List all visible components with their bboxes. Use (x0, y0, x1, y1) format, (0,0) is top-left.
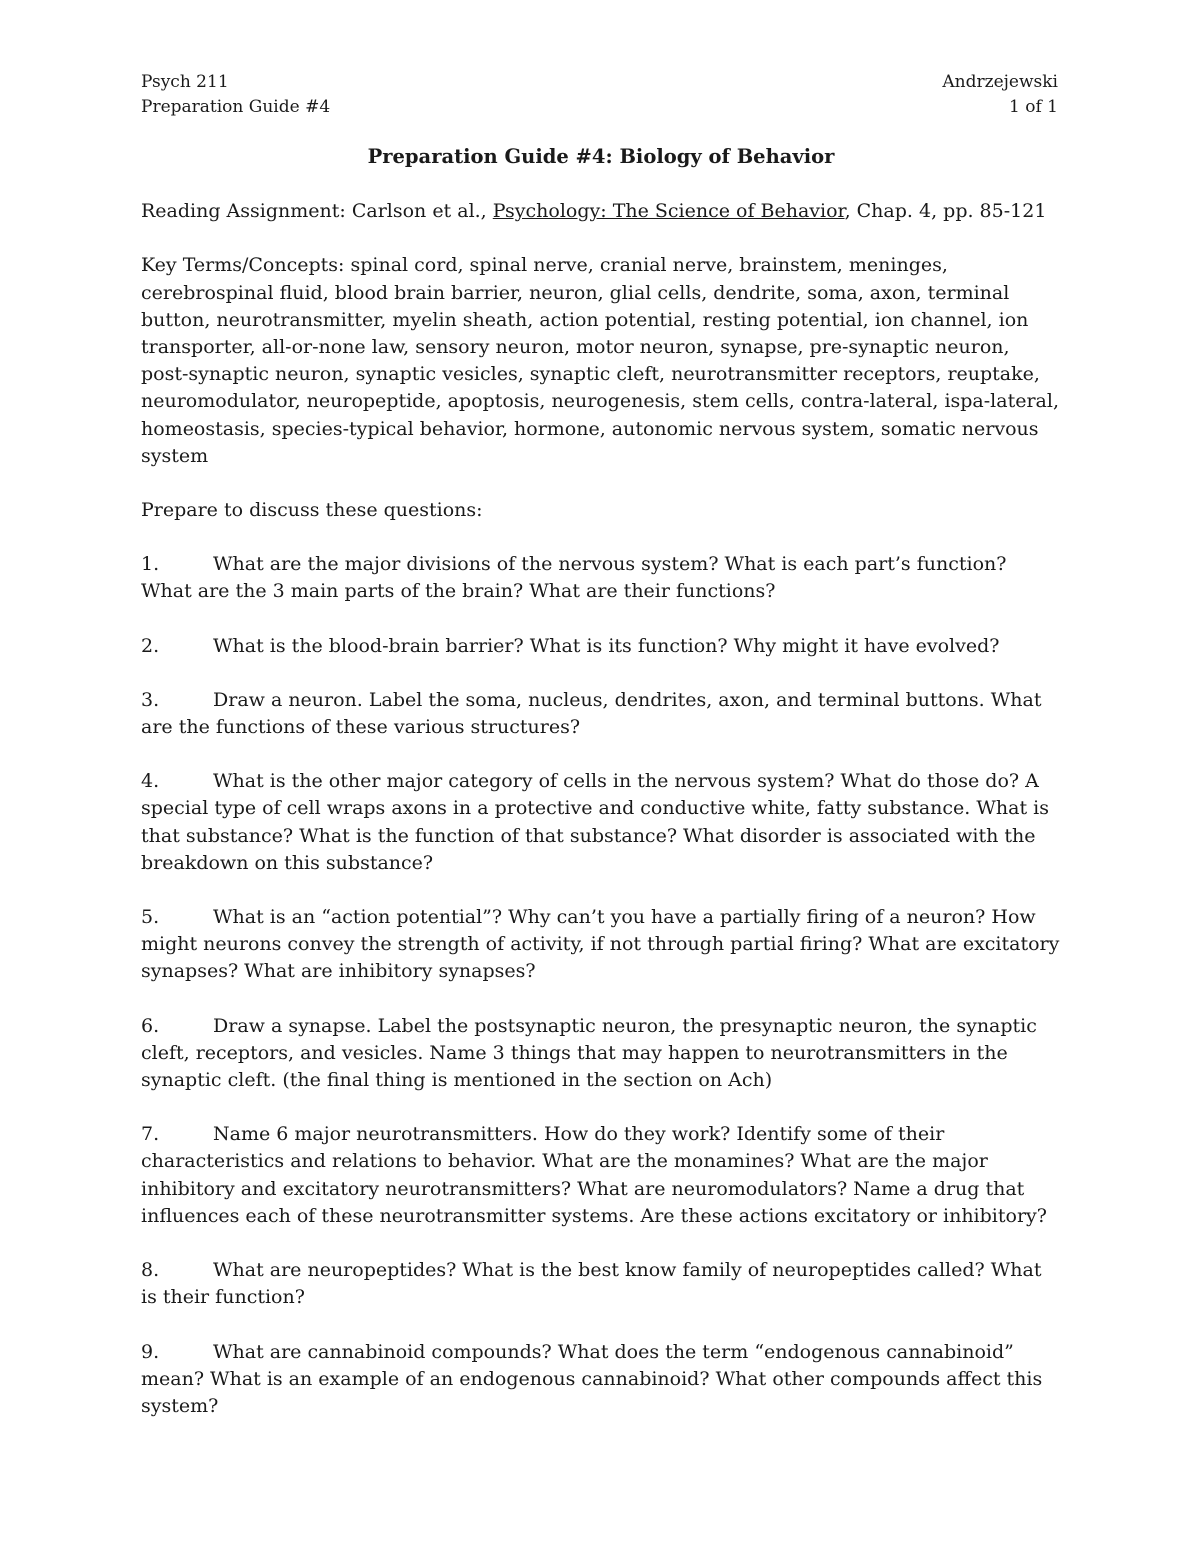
question-text: Draw a neuron. Label the soma, nucleus, dendrites, axon, and terminal buttons. What are the functions of these various structures? (141, 688, 1042, 739)
key-terms: Key Terms/Concepts: spinal cord, spinal nerve, cranial nerve, brainstem, meninges, cerebrospinal fluid, blood brain barrier, neuron, glial cells, dendrite, soma, axon, terminal button, neurotransmitter, myelin sheath, action potential, resting potential, ion channel, ion transporter, all-or-none law, sensory neuron, motor neuron, synapse, pre-synaptic neuron, post-synaptic neuron, synaptic vesicles, synaptic cleft, neurotransmitter receptors, reuptake, neuromodulator, neuropeptide, apoptosis, neurogenesis, stem cells, contra-lateral, ispa-lateral, homeostasis, species-typical behavior, hormone, autonomic nervous system, somatic nervous system (141, 254, 1059, 467)
question-item (141, 551, 1061, 605)
reading-suffix: , Chap. 4, pp. 85-121 (844, 200, 1047, 223)
reading-prefix: Reading Assignment: Carlson et al., (141, 200, 493, 223)
question-number: 4. (141, 770, 160, 793)
discuss-intro: Prepare to discuss these questions: (141, 499, 483, 522)
question-item (141, 1339, 1061, 1421)
question-number: 6. (141, 1014, 160, 1037)
question-number: 7. (141, 1123, 160, 1146)
question-text: What are the major divisions of the nervous system? What is each part’s function? What are the 3 main parts of the brain? What are their functions? (141, 553, 1007, 603)
document-body (141, 141, 1061, 1447)
question-number: 3. (141, 688, 160, 711)
guide-name: Preparation Guide #4 (141, 97, 331, 117)
reading-assignment (141, 198, 1061, 225)
question-item (141, 904, 1061, 986)
book-title: Psychology: The Science of Behavior (492, 200, 845, 223)
question-number: 1. (141, 553, 160, 576)
question-text: What is the blood-brain barrier? What is its function? Why might it have evolved? (213, 634, 1000, 657)
question-item (141, 1121, 1061, 1230)
question-text: Name 6 major neurotransmitters. How do they work? Identify some of their characteristics and relations to behavior. What are the monamines? What are the major inhibitory and excitatory neurotransmitters? What are neuromodulators? Name a drug that influences each of these neurotransmitter systems. Are these actions excitatory or inhibitory? (141, 1123, 1047, 1227)
question-text: What is the other major category of cells in the nervous system? What do those do? A special type of cell wraps axons in a protective and conductive white, fatty substance. What is that substance? What is the function of that substance? What disorder is associated with the breakdown on this substance? (141, 770, 1049, 874)
header-left (141, 70, 330, 120)
question-item (141, 1013, 1061, 1095)
author-name: Andrzejewski (942, 72, 1058, 92)
question-number: 2. (141, 634, 160, 657)
question-number: 9. (141, 1340, 160, 1363)
question-item (141, 1257, 1061, 1311)
question-text: What are cannabinoid compounds? What does the term “endogenous cannabinoid” mean? What is an example of an endogenous cannabinoid? What other compounds affect this system? (141, 1340, 1043, 1417)
question-item (141, 768, 1061, 877)
course-name: Psych 211 (141, 72, 229, 92)
question-item (141, 687, 1061, 741)
question-text: Draw a synapse. Label the postsynaptic neuron, the presynaptic neuron, the synaptic cleft, receptors, and vesicles. Name 3 things that may happen to neurotransmitters in the synaptic cleft. (the final thing is mentioned in the section on Ach) (141, 1014, 1037, 1092)
question-text: What are neuropeptides? What is the best know family of neuropeptides called? What is their function? (141, 1259, 1042, 1309)
question-item (141, 633, 1061, 660)
document-title: Preparation Guide #4: Biology of Behavior (367, 145, 835, 168)
question-text: What is an “action potential”? Why can’t you have a partially firing of a neuron? How might neurons convey the strength of activity, if not through partial firing? What are excitatory synapses? What are inhibitory synapses? (141, 906, 1060, 983)
page-number: 1 of 1 (1009, 97, 1058, 117)
header-right (942, 70, 1058, 120)
question-number: 5. (141, 906, 160, 929)
question-number: 8. (141, 1259, 160, 1282)
